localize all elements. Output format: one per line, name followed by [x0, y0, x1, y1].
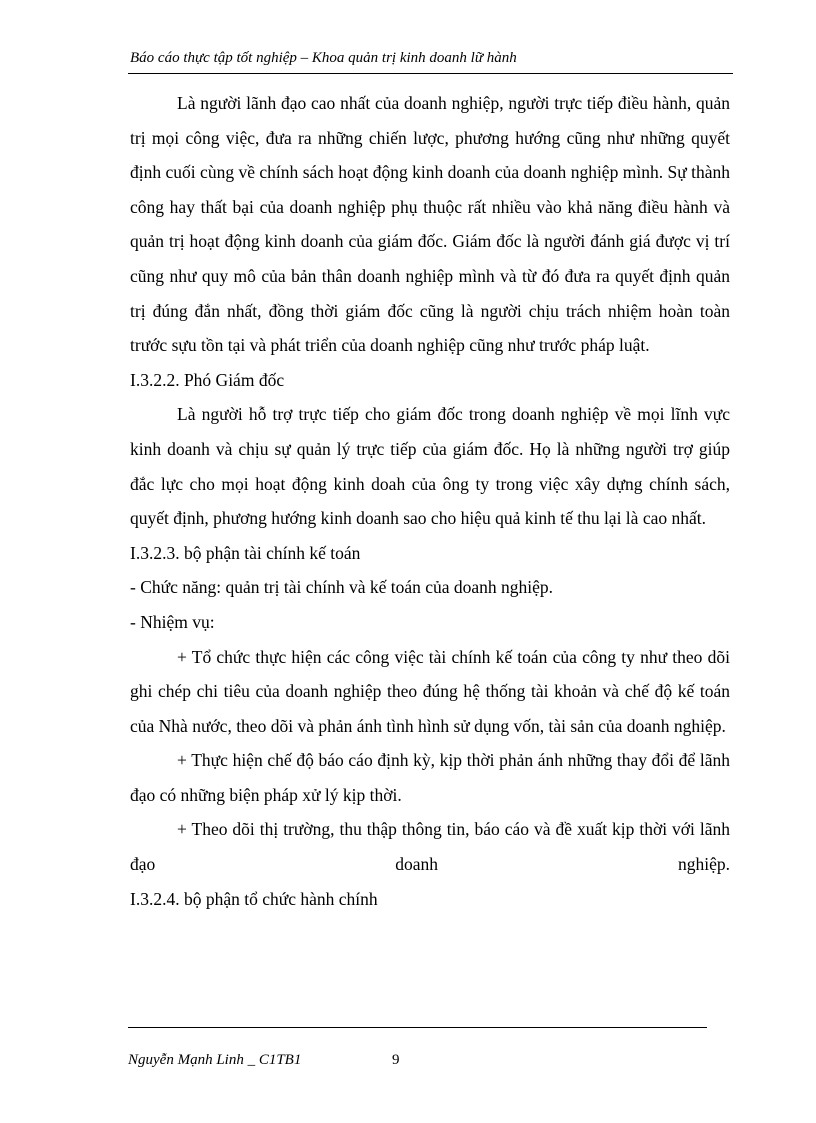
header-divider — [128, 73, 733, 74]
page-header-title: Báo cáo thực tập tốt nghiệp – Khoa quản trị kinh doanh lữ hành — [130, 50, 517, 66]
section-heading-finance-accounting: I.3.2.3. bộ phận tài chính kế toán — [130, 542, 361, 563]
duty-item-1: + Tổ chức thực hiện các công việc tài chính kế toán của công ty như theo dõi ghi chép chi tiêu của doanh nghiệp theo đúng hệ thống tài khoản và chế độ kế toán của Nhà nước, theo dõi và phản ánh tình hình sử dụng vốn, tài sản của doanh nghiệp. — [130, 646, 730, 736]
page-number: 9 — [392, 1052, 400, 1068]
duty-item-2: + Thực hiện chế độ báo cáo định kỳ, kịp thời phản ánh những thay đổi để lãnh đạo có những biện pháp xử lý kịp thời. — [130, 750, 730, 805]
paragraph-deputy-director: Là người hỗ trợ trực tiếp cho giám đốc trong doanh nghiệp về mọi lĩnh vực kinh doanh và chịu sự quản lý trực tiếp của giám đốc. Họ là những người trợ giúp đắc lực cho mọi hoạt động kinh doah của ông ty trong việc xây dựng chính sách, quyết định, phương hướng kinh doanh sao cho hiệu quả kinh tế thu lại là cao nhất. — [130, 404, 730, 529]
document-body — [130, 86, 730, 916]
duty-line: - Nhiệm vụ: — [130, 611, 215, 632]
section-heading-deputy-director: I.3.2.2. Phó Giám đốc — [130, 369, 285, 390]
function-line: - Chức năng: quản trị tài chính và kế toán của doanh nghiệp. — [130, 577, 554, 598]
footer-divider — [128, 1027, 707, 1028]
footer-author: Nguyễn Mạnh Linh _ C1TB1 — [128, 1052, 302, 1068]
section-heading-administration: I.3.2.4. bộ phận tổ chức hành chính — [130, 888, 378, 909]
duty-item-3: + Theo dõi thị trường, thu thập thông tin, báo cáo và đề xuất kịp thời với lãnh đạo doanh nghiệp. — [130, 819, 730, 875]
paragraph-director: Là người lãnh đạo cao nhất của doanh nghiệp, người trực tiếp điều hành, quản trị mọi công việc, đưa ra những chiến lược, phương hướng cũng như những quyết định cuối cùng về chính sách hoạt động kinh doanh của doanh nghiệp mình. Sự thành công hay thất bại của doanh nghiệp phụ thuộc rất nhiều vào khả năng điều hành và quản trị hoạt động kinh doanh của giám đốc. Giám đốc là người đánh giá được vị trí cũng như quy mô của bản thân doanh nghiệp mình và từ đó đưa ra quyết định quản trị đúng đắn nhất, đồng thời giám đốc cũng là người chịu trách nhiệm hoàn toàn trước sựu tồn tại và phát triển của doanh nghiệp cũng như trước pháp luật. — [130, 93, 730, 356]
